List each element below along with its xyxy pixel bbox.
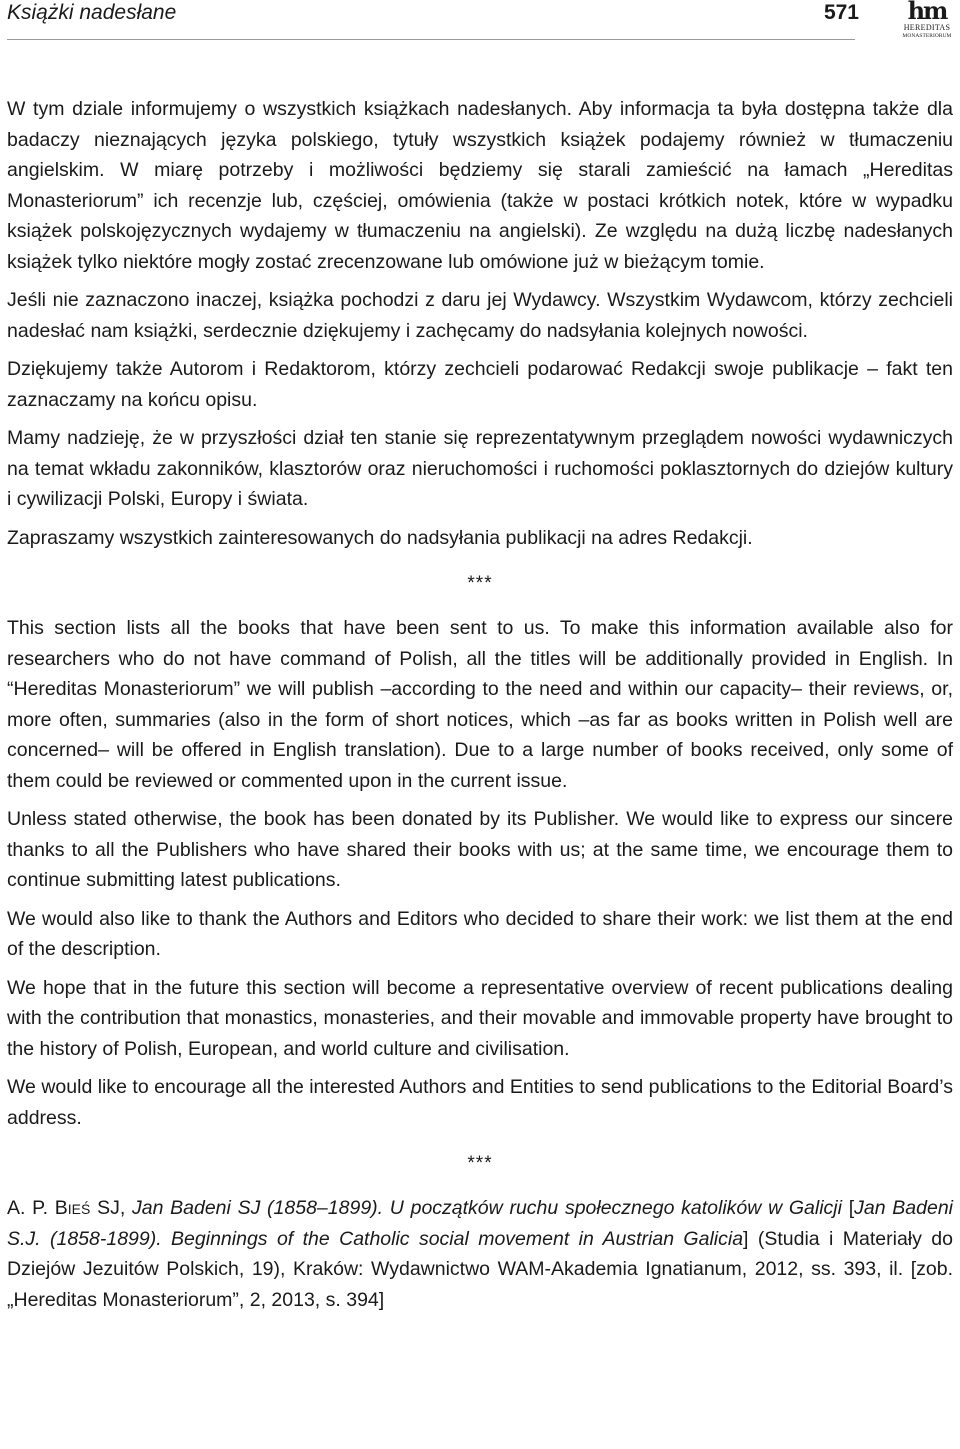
logo-text-monasteriorum: MONASTERIORUM [902, 33, 952, 39]
page-number: 571 [823, 1, 859, 24]
english-invitation-paragraph: We would like to encourage all the interested Authors and Entities to send publications to the Editorial Board’s address. [7, 1076, 953, 1129]
hereditas-monasteriorum-logo [897, 0, 957, 39]
logo-mark: hm [907, 0, 947, 25]
english-hope-paragraph: We hope that in the future this section will become a representative overview of recent publications dealing with the contribution that monastics, monasteries, and their movable and immovable property have brought to the history of Polish, European, and world culture and civilisation. [7, 976, 953, 1060]
bib-title-translation: Jan Badeni S.J. (1858-1899). Beginnings of the Catholic social movement in Austrian Galicia [7, 1197, 954, 1250]
polish-intro-paragraph: W tym dziale informujemy o wszystkich książkach nadesłanych. Aby informacja ta była dostępna także dla badaczy nieznających języka polskiego, tytuły wszystkich książek podajemy również w tłumaczeniu angielskim. W miarę potrzeby i możliwości będziemy się starali zamieścić na łamach „Hereditas Monasteriorum” ich recenzje lub, częściej, omówienia (także w postaci krótkich notek, które w wypadku książek polskojęzycznych wydajemy w tłumaczeniu na angielski). Ze względu na dużą liczbę nadesłanych książek tylko niektóre mogły zostać zrecenzowane lub omówione już w bieżącym tomie. [7, 98, 953, 273]
bibliography-entry [7, 1193, 953, 1315]
polish-hope-paragraph: Mamy nadzieję, że w przyszłości dział ten stanie się reprezentatywnym przeglądem nowości wydawniczych na temat wkładu zakonników, klasztorów oraz nieruchomości i ruchomości poklasztornych do dziejów kultury i cywilizacji Polski, Europy i świata. [7, 427, 953, 510]
bib-title: Jan Badeni SJ (1858–1899). U początków ruchu społecznego katolików w Galicji [131, 1197, 842, 1219]
header-rule [7, 39, 855, 40]
polish-thanks-paragraph: Dziękujemy także Autorom i Redaktorom, którzy zechcieli podarować Redakcji swoje publikacje – fakt ten zaznaczamy na końcu opisu. [7, 358, 953, 411]
bib-publication-details: ] (Studia i Materiały do Dziejów Jezuitów Polskich, 19), Kraków: Wydawnictwo WAM-Akademia Ignatianum, 2012, ss. 393, il. [zob. „Hereditas Monasteriorum”, 2, 2013, s. 394] [7, 1227, 953, 1311]
bib-bracket-open: [ [841, 1197, 855, 1219]
section-separator: *** [467, 1153, 493, 1174]
bib-author-initials: A. P. [7, 1197, 55, 1219]
section-separator: *** [467, 573, 493, 594]
polish-invitation-paragraph: Zapraszamy wszystkich zainteresowanych do nadsyłania publikacji na adres Redakcji. [7, 526, 753, 549]
bib-author-surname: Bieś [54, 1197, 91, 1219]
logo-text-hereditas: HEREDITAS [903, 23, 951, 32]
bib-author-suffix: SJ, [90, 1197, 132, 1219]
english-thanks-paragraph: We would also like to thank the Authors and Editors who decided to share their work: we list them at the end of the description. [7, 907, 953, 960]
page-header [7, 0, 953, 46]
polish-donation-paragraph: Jeśli nie zaznaczono inaczej, książka pochodzi z daru jej Wydawcy. Wszystkim Wydawcom, którzy zechcieli nadesłać nam książki, serdecznie dziękujemy i zachęcamy do nadsyłania kolejnych nowości. [7, 289, 953, 342]
english-intro-paragraph: This section lists all the books that have been sent to us. To make this information available also for researchers who do not have command of Polish, all the titles will be additionally provided in English. In “Hereditas Monasteriorum” we will publish –according to the need and within our capacity– their reviews, or, more often, summaries (also in the form of short notices, which –as far as books written in Polish well are concerned– will be offered in English translation). Due to a large number of books received, only some of them could be reviewed or commented upon in the current issue. [7, 617, 953, 792]
english-donation-paragraph: Unless stated otherwise, the book has been donated by its Publisher. We would like to express our sincere thanks to all the Publishers who have shared their books with us; at the same time, we encourage them to continue submitting latest publications. [7, 808, 953, 891]
page-content [7, 94, 953, 1315]
running-title: Książki nadesłane [7, 1, 177, 24]
